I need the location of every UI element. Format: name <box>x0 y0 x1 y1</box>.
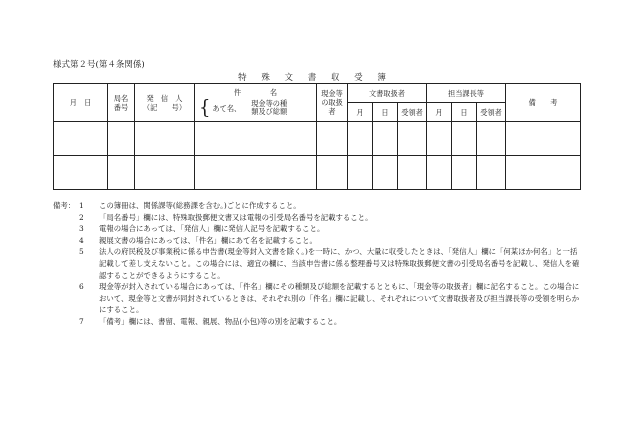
subheader-day: 日 <box>452 103 477 122</box>
header-remarks: 備 考 <box>506 84 581 122</box>
header-cash-handler: 現金等 の取扱 者 <box>317 84 348 122</box>
header-bureau-no: 局名 番号 <box>108 84 135 122</box>
brace-glyph: { <box>199 95 211 119</box>
note-item: 3 電報の場合にあっては、「発信人」欄に発信人記号を記載すること。 <box>79 224 325 234</box>
note-item: 2 「局名番号」欄には、特殊取扱郵便文書又は電報の引受局名番号を記載すること。 <box>79 212 373 222</box>
register-title: 特 殊 文 書 収 受 簿 <box>238 73 392 83</box>
notes-section <box>53 200 583 328</box>
note-item: 7 「備考」欄には、書留、電報、親展、物品(小包)等の別を記載すること。 <box>79 316 342 326</box>
table-row <box>54 122 581 156</box>
header-subject: 件 名 { あて名、 現金等の種 類及び総額 <box>195 84 317 122</box>
note-item: 4 親展文書の場合にあっては、「件名」欄にあて名を記載すること。 <box>79 235 317 245</box>
note-item: 5 法人の府民税及び事業税に係る申告書(現金等封入文書を除く。)を一時に、かつ、大量に収受したときは、「発信人」欄に「何某ほか何名」と一括記載して差し支えないこと。この場合には、適宜の欄に、当該申告書に係る整理番号又は特殊取扱郵便文書の引受局名番号を記載し、発信人を確認することができるようにすること。 <box>79 247 580 280</box>
register-table <box>53 83 581 190</box>
header-doc-handler: 文書取扱者 <box>348 84 427 103</box>
subheader-month: 月 <box>348 103 373 122</box>
subheader-month: 月 <box>427 103 452 122</box>
form-number: 様式第２号(第４条関係) <box>53 60 145 70</box>
note-item: 6 現金等が封入されている場合にあっては、「件名」欄にその種類及び総額を記載するとともに、「現金等の取扱者」欄に記名すること。この場合において、現金等と文書が同封されているときは、それぞれ別の「件名」欄に記載し、それぞれについて文書取扱者及び担当課長等の受領を明らかにすること。 <box>79 282 580 315</box>
header-sender: 発 信 人 （記 号） <box>135 84 195 122</box>
note-item: 備考： 1 この簿冊は、関係課等(総務課を含む。)ごとに作成すること。 <box>53 201 301 210</box>
subheader-receiver: 受領者 <box>398 103 427 122</box>
subheader-day: 日 <box>373 103 398 122</box>
header-date: 月 日 <box>54 84 108 122</box>
subheader-receiver: 受領者 <box>477 103 506 122</box>
header-section-chief: 担当課長等 <box>427 84 506 103</box>
table-row <box>54 156 581 190</box>
